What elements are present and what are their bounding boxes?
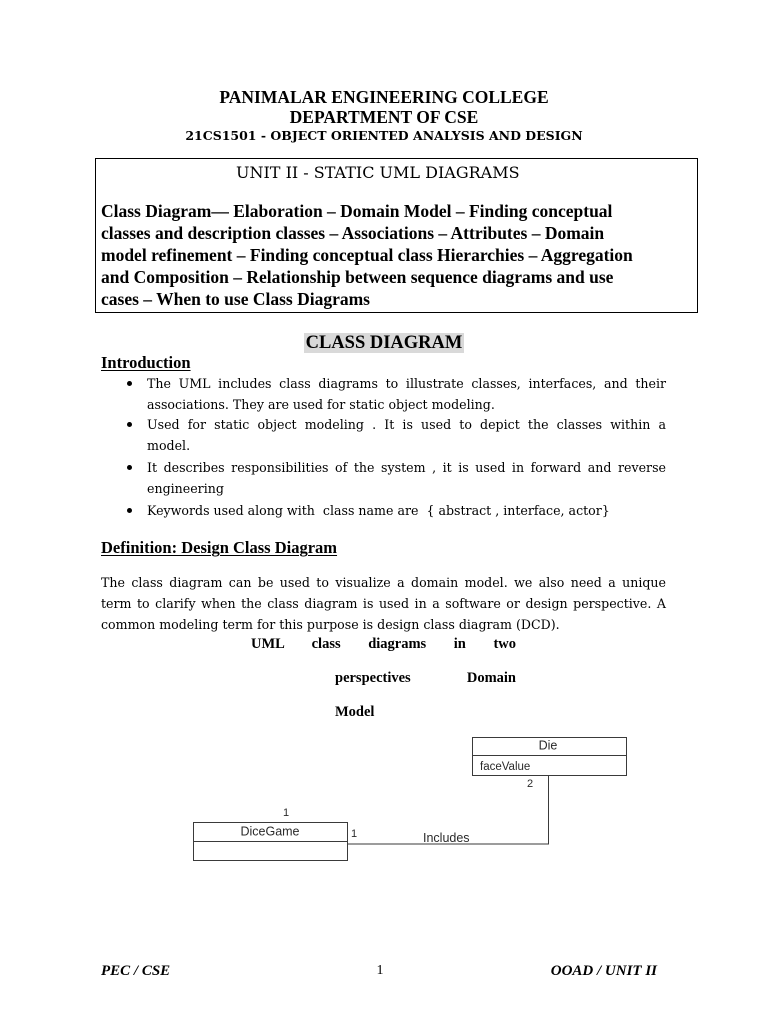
- die-attribute: faceValue: [480, 761, 531, 773]
- bullet-item: [147, 457, 666, 499]
- unit-topics: [101, 200, 633, 310]
- department-name: DEPARTMENT OF CSE: [289, 107, 479, 127]
- topic-line: Class Diagram— Elaboration – Domain Model – Finding conceptual: [101, 201, 613, 221]
- bullet-line: Used for static object modeling . It is used to depict the classes within a: [147, 417, 666, 432]
- definition-paragraph: [101, 572, 666, 635]
- die-multiplicity: 2: [527, 778, 534, 790]
- die-class-box: [473, 738, 627, 776]
- bullet-line: associations. They are used for static object modeling.: [147, 397, 495, 412]
- dicegame-multiplicity-above: 1: [283, 807, 290, 819]
- bullet-item: [147, 414, 666, 456]
- bullet-line: The UML includes class diagrams to illustrate classes, interfaces, and their: [147, 376, 666, 391]
- bullet-item: [147, 500, 666, 521]
- dicegame-class-box: [194, 823, 348, 861]
- topic-line: and Composition – Relationship between sequence diagrams and use: [101, 267, 614, 287]
- definition-heading: Definition: Design Class Diagram: [101, 538, 338, 557]
- bullet-dot: [127, 381, 132, 386]
- paragraph-line: term to clarify when the class diagram is used in a software or design perspective. A: [101, 596, 666, 611]
- dicegame-multiplicity: 1: [351, 828, 358, 840]
- paragraph-line: common modeling term for this purpose is design class diagram (DCD).: [101, 617, 560, 632]
- figure-caption-line: Model: [335, 704, 375, 720]
- paragraph-line: The class diagram can be used to visualize a domain model. we also need a unique: [101, 575, 666, 590]
- section-title-container: [0, 333, 768, 353]
- footer-left: PEC / CSE: [101, 963, 171, 979]
- bullet-dot: [127, 465, 132, 470]
- uml-domain-model-diagram: [0, 720, 768, 870]
- bullet-item: [147, 373, 666, 415]
- die-class-name: Die: [538, 738, 558, 753]
- topic-line: cases – When to use Class Diagrams: [101, 289, 370, 309]
- dicegame-class-name: DiceGame: [240, 824, 300, 839]
- course-title: 21CS1501 - OBJECT ORIENTED ANALYSIS AND DESIGN: [185, 128, 583, 143]
- introduction-heading: Introduction: [101, 353, 191, 372]
- association-label: Includes: [423, 831, 470, 845]
- topic-line: model refinement – Finding conceptual class Hierarchies – Aggregation: [101, 245, 633, 265]
- footer-right: OOAD / UNIT II: [550, 963, 657, 979]
- page-number: 1: [376, 963, 384, 978]
- college-name: PANIMALAR ENGINEERING COLLEGE: [219, 87, 549, 107]
- bullet-line: model.: [147, 438, 191, 453]
- bullet-dot: [127, 422, 132, 427]
- section-title: CLASS DIAGRAM: [305, 333, 463, 353]
- topic-line: classes and description classes – Associations – Attributes – Domain: [101, 223, 605, 243]
- figure-caption-line: UML class diagrams in two: [251, 636, 516, 652]
- unit-syllabus-box: [95, 158, 698, 313]
- bullet-line: It describes responsibilities of the system , it is used in forward and reverse: [147, 460, 666, 475]
- figure-caption-line: perspectives Domain: [335, 670, 516, 686]
- bullet-dot: [127, 508, 132, 513]
- unit-title: UNIT II - STATIC UML DIAGRAMS: [236, 163, 520, 182]
- bullet-line: Keywords used along with class name are { abstract , interface, actor}: [147, 503, 610, 518]
- bullet-line: engineering: [147, 481, 224, 496]
